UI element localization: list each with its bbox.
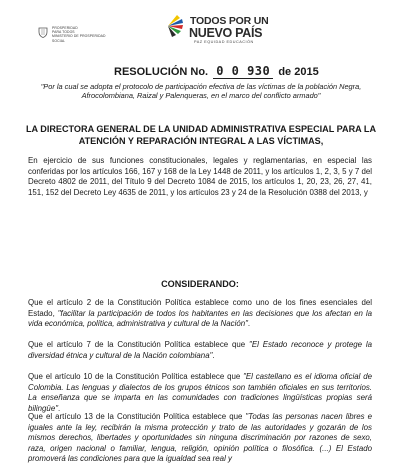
paragraph-text: Que el artículo 2 de la Constitución Política establece como uno de los fines esenciales del Estado, [28, 298, 372, 318]
paragraph-text: Que el artículo 10 de la Constitución Política establece que [28, 372, 244, 381]
ministry-line: PARA TODOS [52, 30, 75, 35]
article-7-paragraph [28, 340, 372, 361]
paragraph-quote: "El castellano es el idioma oficial de Colombia. Las lenguas y dialectos de los grupos étnicos son también oficiales en sus territorios. La enseñanza que se imparta en las comunidades con tradiciones lingüísticas propias será bilingüe" [28, 372, 372, 413]
coat-of-arms-icon [38, 27, 48, 38]
brand-tagline: PAZ EQUIDAD EDUCACIÓN [194, 40, 254, 44]
paragraph-end: . [212, 350, 215, 360]
resolution-title [114, 64, 319, 78]
article-10-paragraph [28, 372, 372, 414]
legal-basis-paragraph: En ejercicio de sus funciones constitucionales, legales y reglamentarias, en especial las conferidas por los artículos 166, 167 y 168 de la Ley 1448 de 2011, y los artículos 1, 2, 3, 5 y 7 del Decreto 4802 de 2011, del Título 9 del Decreto 1084 de 2015, los artículos 1, 20, 23, 26, 27, 41, 151, 152 del Decreto Ley 4635 de 2011, y los artículos 23 y 24 de la Resolución 0388 del 2013, y [28, 156, 372, 197]
resolution-number: 0 0 930 [213, 64, 273, 79]
government-brand-logo-icon [160, 12, 188, 40]
article-2-paragraph [28, 298, 372, 330]
resolution-year: de 2015 [278, 66, 319, 78]
brand-slogan-line2: NUEVO PAÍS [189, 26, 263, 40]
ministry-text [52, 26, 122, 43]
issuing-authority: LA DIRECTORA GENERAL DE LA UNIDAD ADMINISTRATIVA ESPECIAL PARA LA ATENCIÓN Y REPARACIÓN INTEGRAL A LAS VÍCTIMAS, [25, 124, 377, 147]
paragraph-quote: "El Estado reconoce y protege la diversidad étnica y cultural de la Nación colombiana" [28, 340, 372, 360]
resolution-subtitle: "Por la cual se adopta el protocolo de participación efectiva de las víctimas de la población Negra, Afrocolombiana, Raizal y Palenqueras, en el marco del conflicto armado" [40, 82, 362, 101]
considerando-heading: CONSIDERANDO: [161, 279, 239, 289]
resolution-label: RESOLUCIÓN No. [114, 66, 209, 78]
document-header [0, 0, 400, 60]
paragraph-end: . [247, 319, 251, 329]
ministry-line: MINISTERIO DE PROSPERIDAD [52, 34, 106, 39]
paragraph-quote: "facilitar la participación de todos los habitantes en las decisiones que los afectan en la vida económica, política, administrativa y cultural de la Nación" [28, 308, 373, 329]
brand-slogan-line1: TODOS POR UN [190, 15, 269, 27]
ministry-line: SOCIAL [52, 38, 66, 43]
paragraph-end: . [58, 403, 61, 413]
paragraph-text: Que el artículo 13 de la Constitución Política establece que [28, 412, 246, 421]
article-13-paragraph [28, 412, 372, 465]
paragraph-quote: "Todas las personas nacen libres e iguales ante la ley, recibirán la misma protección y trato de las autoridades y gozarán de los mismos derechos, libertades y oportunidades sin ninguna discriminación por razones de sexo, raza, origen nacional o familiar, lengua, religión, opinión política o filosófica. (...) El Estado promoverá las condiciones para que la igualdad sea real y [28, 412, 372, 464]
ministry-line: PROSPERIDAD [52, 26, 78, 30]
paragraph-text: Que el artículo 7 de la Constitución Política establece que [28, 340, 250, 349]
